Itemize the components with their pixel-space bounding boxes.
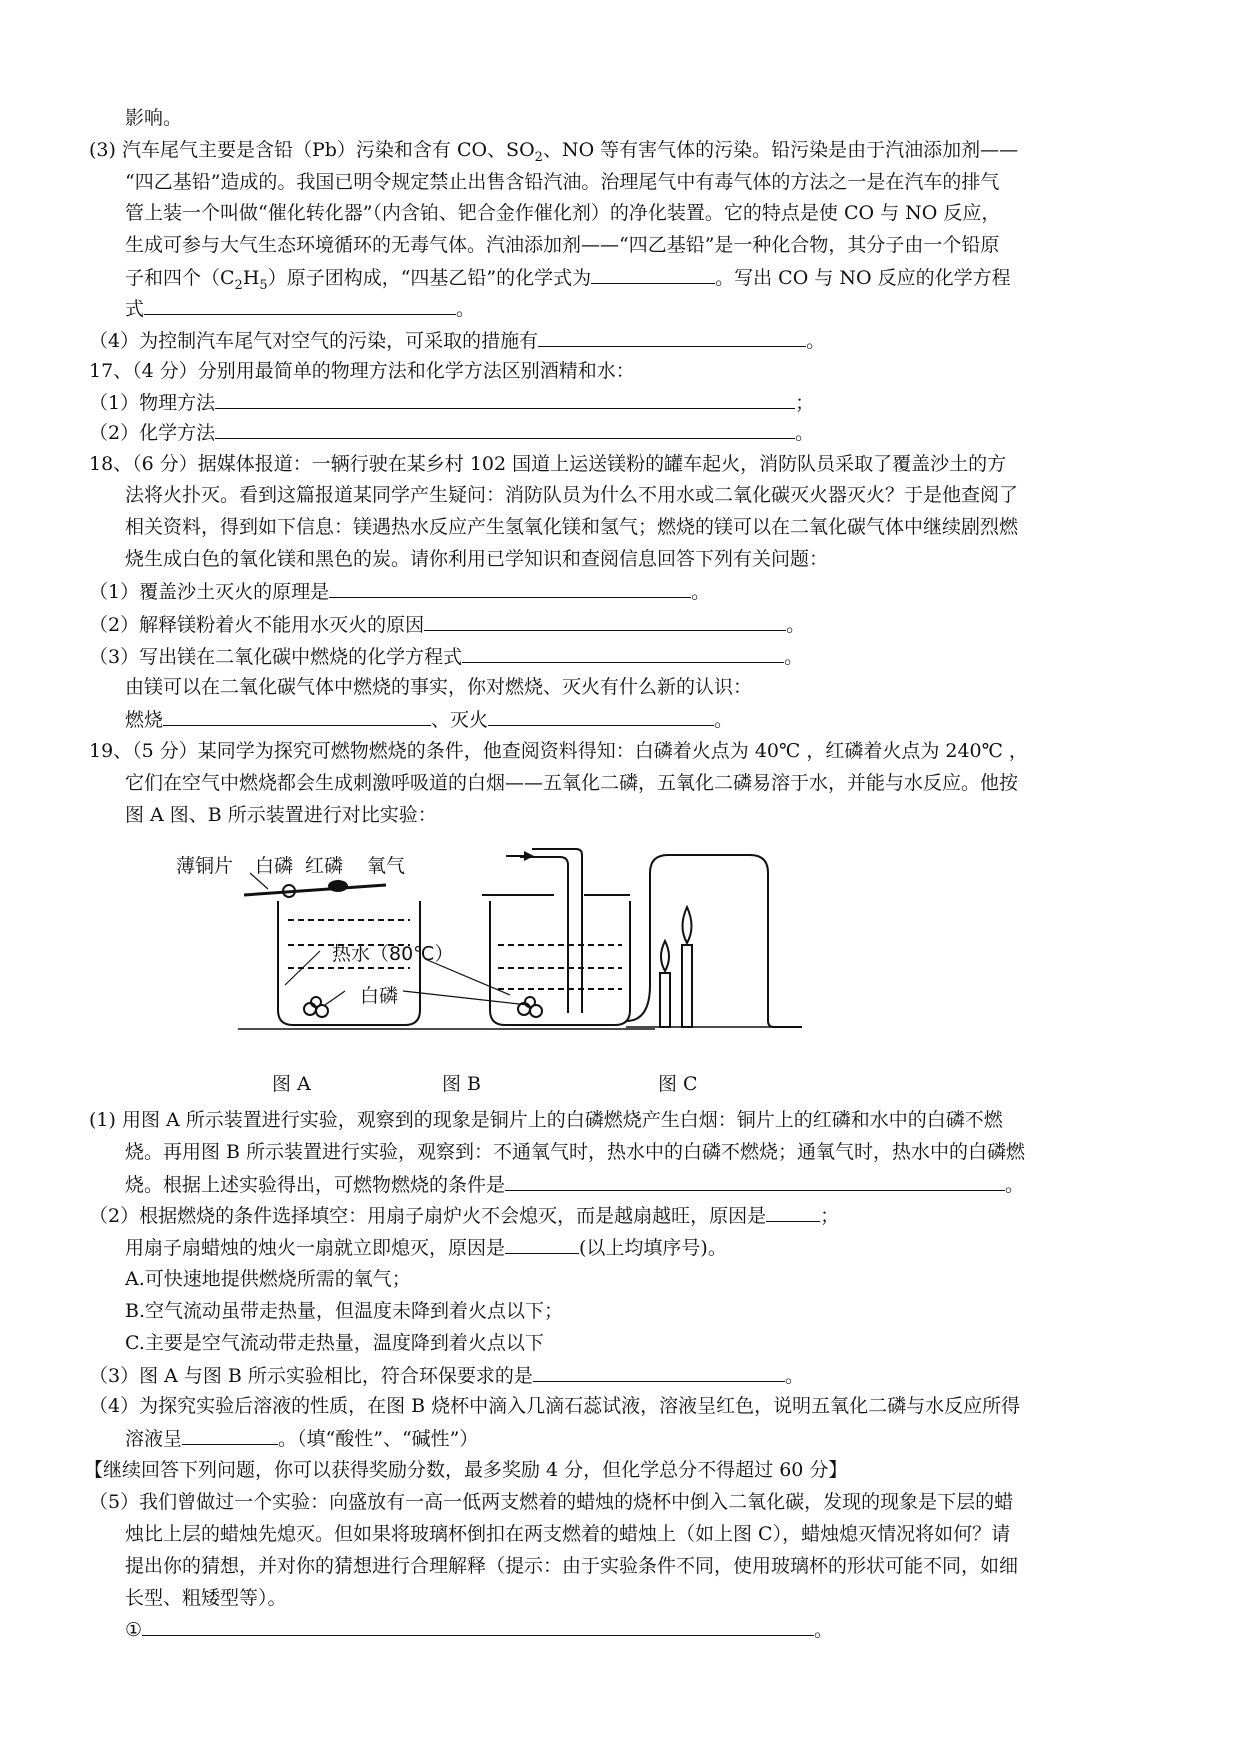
q16-4-line: （4）为控制汽车尾气对空气的污染，可采取的措施有 。 [89,325,825,355]
q19-4b-line: 溶液呈 。（填“酸性”、“碱性”） [125,1423,478,1453]
answer-blank[interactable] [488,704,714,726]
text-line: 子和四个$(C_2H_5)$原子团构成，“四基乙铅”的化学式为 。写出 CO 与 NO 反应的化学方程 [125,262,1011,292]
q19-2a-line: （2）根据燃烧的条件选择填空：用扇子扇炉火不会熄灭，而是越扇越旺，原因是 ； [89,1200,839,1230]
flame-icon [661,941,669,971]
figure-b-caption: 图 B [442,1073,482,1095]
answer-blank[interactable] [424,609,786,631]
q18-3-line: （3）写出镁在二氧化碳中燃烧的化学方程式 。 [89,641,803,671]
q19-1c-line: 烧。根据上述实验得出，可燃物燃烧的条件是 。 [125,1169,1024,1199]
q18-title: 18、（6 分）据媒体报道：一辆行驶在某乡村 102 国道上运送镁粉的罐车起火，消防队员采取了覆盖沙土的方 [89,453,1007,475]
label-hot-water: 热水（80℃） [332,943,454,965]
answer-blank[interactable] [591,262,715,284]
q17-2-line: （2）化学方法 。 [89,417,814,447]
answer-blank[interactable] [215,387,795,409]
text-line: 相关资料，得到如下信息：镁遇热水反应产生氢氧化镁和氢气；燃烧的镁可以在二氧化碳气体中继续剧烈燃 [125,516,1019,538]
text-line: 烧生成白色的氧化镁和黑色的炭。请你利用已学知识和查阅信息回答下列有关问题： [125,548,829,570]
experiment-figure [190,845,870,1065]
figure-c-caption: 图 C [658,1073,698,1095]
answer-blank[interactable] [538,325,806,347]
label-red-phosphorus: 红磷 [305,855,344,877]
answer-blank[interactable] [505,1232,579,1254]
answer-blank[interactable] [766,1200,820,1222]
text-line: 由镁可以在二氧化碳气体中燃烧的事实，你对燃烧、灭火有什么新的认识： [125,676,753,698]
answer-blank[interactable] [215,417,795,439]
answer-blank[interactable] [462,641,784,663]
tall-candle [682,945,692,1027]
figure-a-caption: 图 A [272,1073,311,1095]
glass-jar [650,855,802,1027]
q18-1-line: （1）覆盖沙土灭火的原理是 。 [89,576,710,606]
text-line: 法将火扑灭。看到这篇报道某同学产生疑问：消防队员为什么不用水或二氧化碳灭火器灭火？于是他查阅了 [125,484,1019,506]
text-line: 长型、粗矮型等）。 [125,1587,287,1609]
label-white-phosphorus-water: 白磷 [360,985,399,1007]
text-line: 生成可参与大气生态环境循环的无毒气体。汽油添加剂——“四乙基铅”是一种化合物，其分子由一个铅原 [125,234,1000,256]
q18-2-line: （2）解释镁粉着火不能用水灭火的原因 。 [89,609,805,639]
label-oxygen: 氧气 [367,855,406,877]
answer-blank[interactable] [505,1169,1005,1191]
option-a: A.可快速地提供燃烧所需的氧气； [125,1268,411,1290]
answer-blank[interactable] [182,1423,278,1445]
q19-1-line: (1) 用图 A 所示装置进行实验，观察到的现象是铜片上的白磷燃烧产生白烟：铜片上的红磷和水中的白磷不燃 [89,1109,1003,1131]
q17-title: 17、（4 分）分别用最简单的物理方法和化学方法区别酒精和水： [89,360,635,382]
text-line: 烛比上层的蜡烛先熄灭。但如果将玻璃杯倒扣在两支燃着的蜡烛上（如上图 C），蜡烛熄灭情况将如何？请 [125,1523,1011,1545]
beaker-b [490,901,630,1025]
flame-icon [683,907,692,943]
option-b: B.空气流动虽带走热量，但温度未降到着火点以下； [125,1300,564,1322]
q18-3d-line: 燃烧 、灭火 。 [125,704,733,734]
text-line: 提出你的猜想，并对你的猜想进行合理解释（提示：由于实验条件不同，使用玻璃杯的形状可能不同，如细 [125,1555,1019,1577]
red-phosphorus [328,880,348,892]
q19-4-line: （4）为探究实验后溶液的性质，在图 B 烧杯中滴入几滴石蕊试液，溶液呈红色，说明五氧化二磷与水反应所得 [89,1395,1021,1417]
arrow-right-icon [524,851,534,861]
text-line: “四乙基铅”造成的。我国已明令规定禁止出售含铅汽油。治理尾气中有毒气体的方法之一是在汽车的排气 [125,171,1000,193]
label-white-phosphorus: 白磷 [255,855,294,877]
q19-title: 19、（5 分）某同学为探究可燃物燃烧的条件，他查阅资料得知：白磷着火点为 40℃ ，红磷着火点为 240℃ ， [89,740,1028,762]
text-line: 它们在空气中燃烧都会生成刺激呼吸道的白烟——五氧化二磷，五氧化二磷易溶于水，并能与水反应。他按 [125,772,1019,794]
text-line: 图 A 图、B 所示装置进行对比实验： [125,804,437,826]
short-candle [660,973,670,1027]
answer-blank[interactable] [163,704,431,726]
answer-blank[interactable] [533,1360,785,1382]
q19-2b-line: 用扇子扇蜡烛的烛火一扇就立即熄灭，原因是 (以上均填序号)。 [125,1232,727,1262]
answer-blank[interactable] [144,293,456,315]
answer-blank[interactable] [329,576,691,598]
option-c: C.主要是空气流动带走热量，温度降到着火点以下 [125,1332,544,1354]
q19-5-line: （5）我们曾做过一个实验：向盛放有一高一低两支燃着的蜡烛的烧杯中倒入二氧化碳，发现的现象是下层的蜡 [89,1491,1014,1513]
text-line: 式 。 [125,293,475,323]
q19-5e-line: ① 。 [125,1614,833,1644]
text-line: 烧。再用图 B 所示装置进行实验，观察到：不通氧气时，热水中的白磷不燃烧；通氧气时，热水中的白磷燃 [125,1141,1026,1163]
bonus-notice: 【继续回答下列问题，你可以获得奖励分数，最多奖励 4 分，但化学总分不得超过 60 分】 [84,1459,848,1481]
q17-1-line: （1）物理方法 ； [89,387,814,417]
answer-blank[interactable] [142,1614,814,1636]
q19-3-line: （3）图 A 与图 B 所示实验相比，符合环保要求的是 。 [89,1360,804,1390]
label-copper-sheet: 薄铜片 [176,855,234,877]
text-line: 管上装一个叫做“催化转化器”（内含铂、钯合金作催化剂）的净化装置。它的特点是使 CO 与 NO 反应， [125,202,1001,224]
q16-3-line: (3) 汽车尾气主要是含铅（Pb）污染和含有 CO、$SO_2$、NO 等有害气体的污染。铅污染是由于汽油添加剂—— [89,139,1019,165]
text-line: 影响。 [125,107,183,129]
